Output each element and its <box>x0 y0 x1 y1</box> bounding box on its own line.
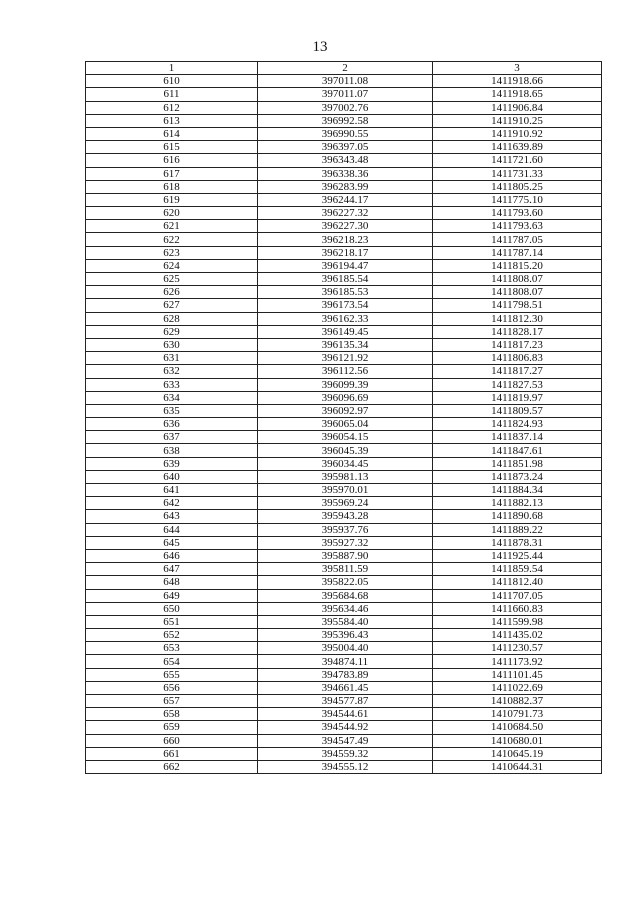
coordinate-y-cell: 1411793.63 <box>433 220 602 233</box>
table-row <box>86 629 602 642</box>
point-number-cell: 614 <box>86 127 258 140</box>
coordinate-y-cell: 1411925.44 <box>433 549 602 562</box>
table-row <box>86 391 602 404</box>
point-number-cell: 652 <box>86 629 258 642</box>
column-header-3: 3 <box>433 62 602 75</box>
coordinate-y-cell: 1411873.24 <box>433 470 602 483</box>
coordinate-x-cell: 395937.76 <box>258 523 433 536</box>
coordinate-x-cell: 396034.45 <box>258 457 433 470</box>
coordinate-y-cell: 1411809.57 <box>433 404 602 417</box>
coordinate-x-cell: 395396.43 <box>258 629 433 642</box>
point-number-cell: 655 <box>86 668 258 681</box>
point-number-cell: 661 <box>86 747 258 760</box>
coordinate-y-cell: 1411910.92 <box>433 127 602 140</box>
point-number-cell: 610 <box>86 75 258 88</box>
point-number-cell: 638 <box>86 444 258 457</box>
coordinate-x-cell: 395981.13 <box>258 470 433 483</box>
coordinate-y-cell: 1411812.40 <box>433 576 602 589</box>
table-row <box>86 431 602 444</box>
coordinate-x-cell: 396099.39 <box>258 378 433 391</box>
coordinate-y-cell: 1411815.20 <box>433 259 602 272</box>
coordinate-x-cell: 396135.34 <box>258 338 433 351</box>
coordinate-x-cell: 396054.15 <box>258 431 433 444</box>
coordinate-x-cell: 396343.48 <box>258 154 433 167</box>
coordinate-y-cell: 1411890.68 <box>433 510 602 523</box>
table-row <box>86 378 602 391</box>
column-header-2: 2 <box>258 62 433 75</box>
coordinate-y-cell: 1411230.57 <box>433 642 602 655</box>
coordinate-y-cell: 1411817.27 <box>433 365 602 378</box>
coordinate-x-cell: 394559.32 <box>258 747 433 760</box>
coordinate-y-cell: 1411819.97 <box>433 391 602 404</box>
coordinate-y-cell: 1411731.33 <box>433 167 602 180</box>
table-row <box>86 207 602 220</box>
coordinate-y-cell: 1411707.05 <box>433 589 602 602</box>
coordinate-y-cell: 1411884.34 <box>433 484 602 497</box>
point-number-cell: 611 <box>86 88 258 101</box>
point-number-cell: 650 <box>86 602 258 615</box>
table-row <box>86 101 602 114</box>
coordinate-x-cell: 396092.97 <box>258 404 433 417</box>
table-row <box>86 563 602 576</box>
point-number-cell: 643 <box>86 510 258 523</box>
coordinate-x-cell: 396096.69 <box>258 391 433 404</box>
coordinate-x-cell: 396338.36 <box>258 167 433 180</box>
table-row <box>86 510 602 523</box>
coordinate-y-cell: 1411022.69 <box>433 681 602 694</box>
point-number-cell: 629 <box>86 325 258 338</box>
point-number-cell: 639 <box>86 457 258 470</box>
coordinate-x-cell: 396112.56 <box>258 365 433 378</box>
coordinate-x-cell: 395684.68 <box>258 589 433 602</box>
coordinate-y-cell: 1411817.23 <box>433 338 602 351</box>
point-number-cell: 626 <box>86 286 258 299</box>
coordinate-x-cell: 394661.45 <box>258 681 433 694</box>
point-number-cell: 641 <box>86 484 258 497</box>
table-row <box>86 470 602 483</box>
coordinate-x-cell: 395887.90 <box>258 549 433 562</box>
coordinate-x-cell: 396065.04 <box>258 418 433 431</box>
point-number-cell: 632 <box>86 365 258 378</box>
table-row <box>86 418 602 431</box>
point-number-cell: 613 <box>86 114 258 127</box>
coordinate-x-cell: 396283.99 <box>258 180 433 193</box>
point-number-cell: 615 <box>86 141 258 154</box>
coordinate-x-cell: 396162.33 <box>258 312 433 325</box>
coordinate-x-cell: 396218.17 <box>258 246 433 259</box>
coordinate-x-cell: 396173.54 <box>258 299 433 312</box>
table-row <box>86 523 602 536</box>
coordinate-x-cell: 396218.23 <box>258 233 433 246</box>
point-number-cell: 636 <box>86 418 258 431</box>
coordinate-x-cell: 396227.32 <box>258 207 433 220</box>
column-header-1: 1 <box>86 62 258 75</box>
point-number-cell: 628 <box>86 312 258 325</box>
coordinate-y-cell: 1411775.10 <box>433 193 602 206</box>
table-row <box>86 114 602 127</box>
table-header-row <box>86 62 602 75</box>
point-number-cell: 634 <box>86 391 258 404</box>
coordinate-x-cell: 394874.11 <box>258 655 433 668</box>
coordinate-y-cell: 1411808.07 <box>433 286 602 299</box>
coordinate-x-cell: 395584.40 <box>258 615 433 628</box>
coordinate-x-cell: 396121.92 <box>258 352 433 365</box>
point-number-cell: 617 <box>86 167 258 180</box>
coordinate-y-cell: 1411173.92 <box>433 655 602 668</box>
coordinate-y-cell: 1410645.19 <box>433 747 602 760</box>
coordinate-y-cell: 1411805.25 <box>433 180 602 193</box>
point-number-cell: 642 <box>86 497 258 510</box>
coordinate-y-cell: 1411889.22 <box>433 523 602 536</box>
coordinate-x-cell: 395969.24 <box>258 497 433 510</box>
table-row <box>86 404 602 417</box>
table-row <box>86 180 602 193</box>
point-number-cell: 625 <box>86 273 258 286</box>
point-number-cell: 633 <box>86 378 258 391</box>
point-number-cell: 644 <box>86 523 258 536</box>
coordinate-x-cell: 394544.61 <box>258 708 433 721</box>
point-number-cell: 656 <box>86 681 258 694</box>
point-number-cell: 618 <box>86 180 258 193</box>
table-row <box>86 721 602 734</box>
table-row <box>86 167 602 180</box>
coordinate-y-cell: 1411787.14 <box>433 246 602 259</box>
coordinate-y-cell: 1411793.60 <box>433 207 602 220</box>
coordinate-y-cell: 1411910.25 <box>433 114 602 127</box>
coordinate-x-cell: 395970.01 <box>258 484 433 497</box>
coordinate-y-cell: 1411101.45 <box>433 668 602 681</box>
point-number-cell: 616 <box>86 154 258 167</box>
coordinate-y-cell: 1411721.60 <box>433 154 602 167</box>
coordinate-x-cell: 396992.58 <box>258 114 433 127</box>
coordinate-y-cell: 1411828.17 <box>433 325 602 338</box>
coordinate-y-cell: 1411660.83 <box>433 602 602 615</box>
table-row <box>86 668 602 681</box>
table-row <box>86 154 602 167</box>
table-row <box>86 273 602 286</box>
table-row <box>86 352 602 365</box>
coordinate-x-cell: 396244.17 <box>258 193 433 206</box>
coordinate-y-cell: 1410644.31 <box>433 760 602 773</box>
coordinate-x-cell: 396185.54 <box>258 273 433 286</box>
coordinate-x-cell: 394544.92 <box>258 721 433 734</box>
point-number-cell: 624 <box>86 259 258 272</box>
coordinate-y-cell: 1411882.13 <box>433 497 602 510</box>
coordinate-y-cell: 1411824.93 <box>433 418 602 431</box>
table-row <box>86 615 602 628</box>
table-row <box>86 444 602 457</box>
coordinate-y-cell: 1411851.98 <box>433 457 602 470</box>
table-row <box>86 655 602 668</box>
coordinate-x-cell: 395943.28 <box>258 510 433 523</box>
table-row <box>86 299 602 312</box>
point-number-cell: 619 <box>86 193 258 206</box>
coordinate-x-cell: 395634.46 <box>258 602 433 615</box>
point-number-cell: 612 <box>86 101 258 114</box>
table-row <box>86 576 602 589</box>
coordinate-x-cell: 396194.47 <box>258 259 433 272</box>
point-number-cell: 645 <box>86 536 258 549</box>
table-row <box>86 233 602 246</box>
table-row <box>86 365 602 378</box>
point-number-cell: 622 <box>86 233 258 246</box>
point-number-cell: 662 <box>86 760 258 773</box>
point-number-cell: 649 <box>86 589 258 602</box>
coordinate-x-cell: 397002.76 <box>258 101 433 114</box>
table-row <box>86 141 602 154</box>
table-row <box>86 642 602 655</box>
coordinate-x-cell: 397011.07 <box>258 88 433 101</box>
coordinate-x-cell: 396397.05 <box>258 141 433 154</box>
table-body <box>86 75 602 774</box>
table-row <box>86 220 602 233</box>
point-number-cell: 660 <box>86 734 258 747</box>
table-row <box>86 325 602 338</box>
point-number-cell: 659 <box>86 721 258 734</box>
table-row <box>86 549 602 562</box>
coordinate-y-cell: 1411806.83 <box>433 352 602 365</box>
point-number-cell: 648 <box>86 576 258 589</box>
coordinate-y-cell: 1411599.98 <box>433 615 602 628</box>
coordinate-x-cell: 397011.08 <box>258 75 433 88</box>
table-row <box>86 338 602 351</box>
point-number-cell: 651 <box>86 615 258 628</box>
coordinate-y-cell: 1410882.37 <box>433 695 602 708</box>
table-row <box>86 589 602 602</box>
coordinate-x-cell: 396227.30 <box>258 220 433 233</box>
table-row <box>86 246 602 259</box>
table-row <box>86 457 602 470</box>
table-row <box>86 536 602 549</box>
coordinate-x-cell: 396045.39 <box>258 444 433 457</box>
table-row <box>86 127 602 140</box>
table-row <box>86 312 602 325</box>
point-number-cell: 621 <box>86 220 258 233</box>
table-row <box>86 193 602 206</box>
coordinate-x-cell: 396990.55 <box>258 127 433 140</box>
coordinate-y-cell: 1411918.66 <box>433 75 602 88</box>
point-number-cell: 630 <box>86 338 258 351</box>
coordinate-x-cell: 396149.45 <box>258 325 433 338</box>
coordinate-y-cell: 1411435.02 <box>433 629 602 642</box>
table-row <box>86 484 602 497</box>
coordinate-y-cell: 1411878.31 <box>433 536 602 549</box>
point-number-cell: 637 <box>86 431 258 444</box>
page-number: 13 <box>312 39 328 55</box>
point-number-cell: 623 <box>86 246 258 259</box>
table-row <box>86 602 602 615</box>
coordinate-y-cell: 1411787.05 <box>433 233 602 246</box>
coordinate-x-cell: 394783.89 <box>258 668 433 681</box>
point-number-cell: 653 <box>86 642 258 655</box>
table-row <box>86 286 602 299</box>
table-row <box>86 695 602 708</box>
table-row <box>86 747 602 760</box>
point-number-cell: 646 <box>86 549 258 562</box>
coordinate-x-cell: 394577.87 <box>258 695 433 708</box>
coordinate-y-cell: 1411837.14 <box>433 431 602 444</box>
coordinate-y-cell: 1411798.51 <box>433 299 602 312</box>
coordinate-y-cell: 1411918.65 <box>433 88 602 101</box>
table-row <box>86 760 602 773</box>
coordinate-y-cell: 1411827.53 <box>433 378 602 391</box>
coordinate-x-cell: 394547.49 <box>258 734 433 747</box>
point-number-cell: 657 <box>86 695 258 708</box>
coordinate-x-cell: 394555.12 <box>258 760 433 773</box>
coordinate-y-cell: 1411859.54 <box>433 563 602 576</box>
table-row <box>86 75 602 88</box>
coordinate-y-cell: 1410684.50 <box>433 721 602 734</box>
point-number-cell: 627 <box>86 299 258 312</box>
table-row <box>86 88 602 101</box>
point-number-cell: 658 <box>86 708 258 721</box>
table-row <box>86 497 602 510</box>
coordinates-table <box>85 61 602 774</box>
point-number-cell: 654 <box>86 655 258 668</box>
coordinate-x-cell: 395927.32 <box>258 536 433 549</box>
table-row <box>86 259 602 272</box>
coordinate-y-cell: 1411808.07 <box>433 273 602 286</box>
coordinate-x-cell: 395004.40 <box>258 642 433 655</box>
coordinate-x-cell: 396185.53 <box>258 286 433 299</box>
coordinate-y-cell: 1411812.30 <box>433 312 602 325</box>
coordinate-x-cell: 395811.59 <box>258 563 433 576</box>
coordinate-y-cell: 1411639.89 <box>433 141 602 154</box>
point-number-cell: 640 <box>86 470 258 483</box>
point-number-cell: 647 <box>86 563 258 576</box>
point-number-cell: 635 <box>86 404 258 417</box>
coordinate-x-cell: 395822.05 <box>258 576 433 589</box>
coordinate-y-cell: 1410680.01 <box>433 734 602 747</box>
table-row <box>86 734 602 747</box>
table-row <box>86 681 602 694</box>
point-number-cell: 620 <box>86 207 258 220</box>
coordinate-y-cell: 1411906.84 <box>433 101 602 114</box>
coordinate-y-cell: 1411847.61 <box>433 444 602 457</box>
coordinate-y-cell: 1410791.73 <box>433 708 602 721</box>
table-row <box>86 708 602 721</box>
point-number-cell: 631 <box>86 352 258 365</box>
